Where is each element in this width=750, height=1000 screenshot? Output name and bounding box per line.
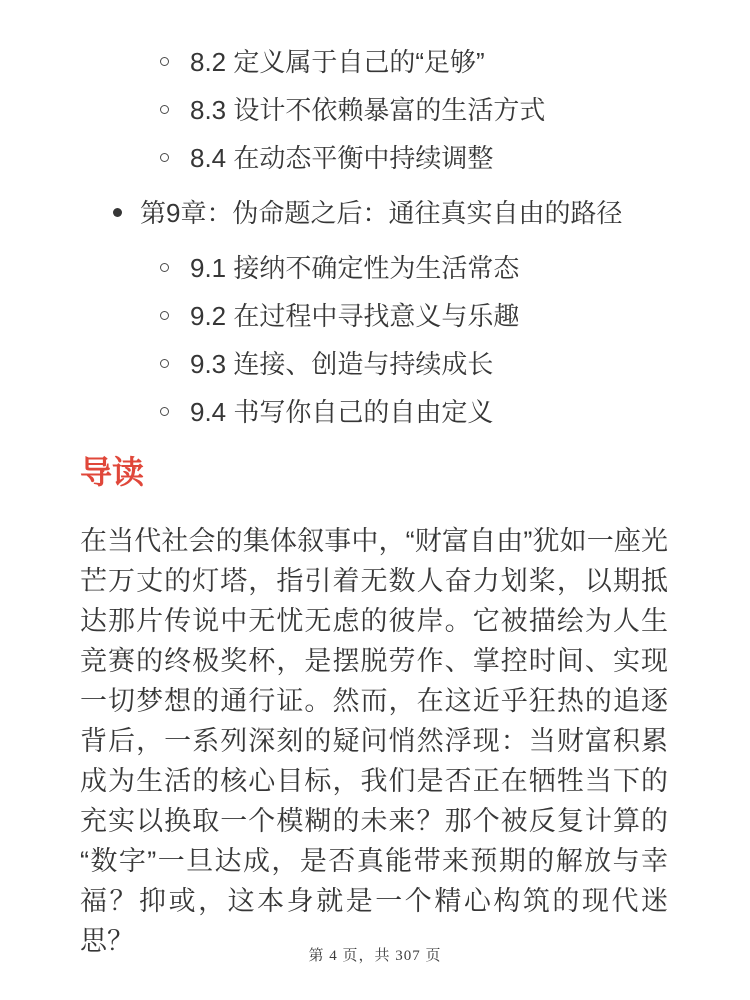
toc-item bbox=[80, 90, 668, 130]
toc-item-label: 8.4 在动态平衡中持续调整 bbox=[190, 143, 494, 173]
circle-bullet-icon bbox=[160, 407, 169, 416]
toc-item-label: 9.4 书写你自己的自由定义 bbox=[190, 397, 494, 427]
section-heading-daodu: 导读 bbox=[80, 454, 145, 490]
circle-bullet-icon bbox=[160, 359, 169, 368]
circle-bullet-icon bbox=[160, 105, 169, 114]
toc-item bbox=[80, 296, 668, 336]
toc-item bbox=[80, 42, 668, 82]
page-number-footer: 第 4 页，共 307 页 bbox=[308, 948, 442, 964]
toc-item-label: 8.2 定义属于自己的“足够” bbox=[190, 47, 485, 77]
circle-bullet-icon bbox=[160, 263, 169, 272]
toc-item-label: 9.3 连接、创造与持续成长 bbox=[190, 349, 494, 379]
circle-bullet-icon bbox=[160, 311, 169, 320]
toc-item-label: 9.2 在过程中寻找意义与乐趣 bbox=[190, 301, 520, 331]
disc-bullet-icon bbox=[113, 208, 122, 217]
toc-item-label: 9.1 接纳不确定性为生活常态 bbox=[190, 253, 520, 283]
intro-paragraph: 在当代社会的集体叙事中，“财富自由”犹如一座光芒万丈的灯塔，指引着无数人奋力划桨，以期抵达那片传说中无忧无虑的彼岸。它被描绘为人生竞赛的终极奖杯，是摆脱劳作、掌控时间、实现一切梦想的通行证。然而，在这近乎狂热的追逐背后，一系列深刻的疑问悄然浮现：当财富积累成为生活的核心目标，我们是否正在牺牲当下的充实以换取一个模糊的未来？那个被反复计算的“数字”一旦达成，是否真能带来预期的解放与幸福？抑或，这本身就是一个精心构筑的现代迷思？ bbox=[80, 526, 668, 956]
circle-bullet-icon bbox=[160, 153, 169, 162]
toc-item bbox=[80, 392, 668, 432]
toc-item bbox=[80, 248, 668, 288]
toc-item bbox=[80, 344, 668, 384]
toc-item-label: 8.3 设计不依赖暴富的生活方式 bbox=[190, 95, 546, 125]
circle-bullet-icon bbox=[160, 57, 169, 66]
toc-list bbox=[80, 42, 668, 432]
toc-item bbox=[80, 138, 668, 178]
toc-item-chapter bbox=[80, 193, 668, 233]
toc-item-label: 第9章：伪命题之后：通往真实自由的路径 bbox=[140, 198, 623, 228]
